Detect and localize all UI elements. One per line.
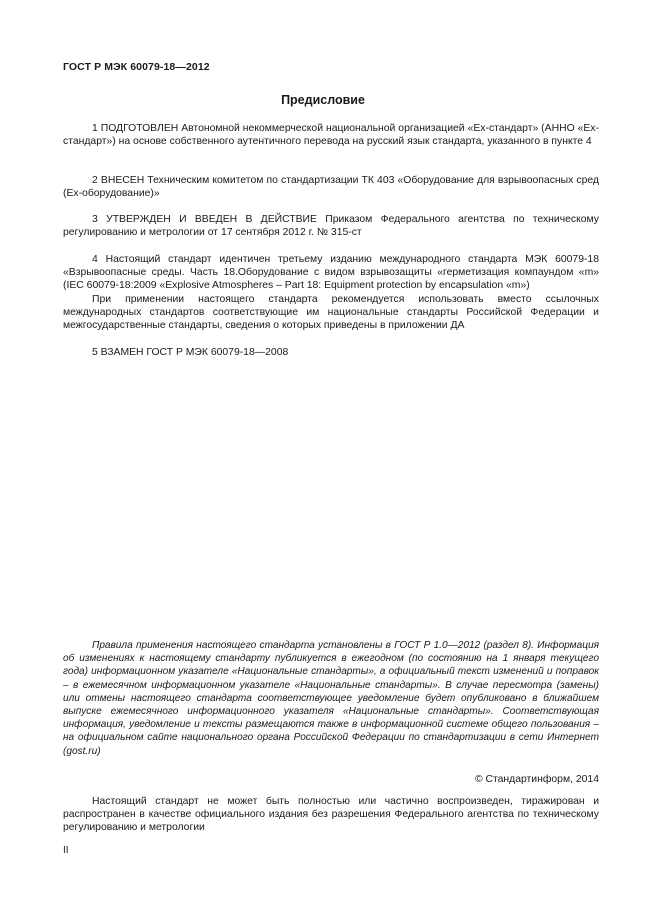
paragraph-text: 1 ПОДГОТОВЛЕН Автономной некоммерческой национальной организацией «Ех-стандарт» (АННО «Ех-стандарт») на основе собственного аутентичного перевода на русский язык стандарта, указанного в пункте 4 (63, 123, 599, 147)
paragraph-text: 4 Настоящий стандарт идентичен третьему изданию международного стандарта МЭК 60079-18 «Взрывоопасные среды. Часть 18.Оборудование с видом взрывозащиты «герметизация компаундом «m» (IEC 60079-18:2009 «Explosive Atmospheres – Part 18: Equipment protection by encapsulation «m») (63, 254, 599, 291)
document-code-header: ГОСТ Р МЭК 60079-18—2012 (63, 61, 210, 73)
paragraph-4 (63, 253, 599, 292)
page-number: II (63, 845, 69, 856)
paragraph-4-note (63, 293, 599, 332)
paragraph-text: 3 УТВЕРЖДЕН И ВВЕДЕН В ДЕЙСТВИЕ Приказом Федерального агентства по техническому регулированию и метрологии от 17 сентября 2012 г. № 315-ст (63, 214, 599, 238)
page-title: Предисловие (281, 93, 365, 107)
paragraph-1 (63, 122, 599, 148)
paragraph-2 (63, 174, 599, 200)
paragraph-text: При применении настоящего стандарта рекомендуется использовать вместо ссылочных международных стандартов соответствующие им национальные стандарты Российской Федерации и межгосударственные стандарты, сведения о которых приведены в приложении ДА (63, 294, 599, 331)
paragraph-3 (63, 213, 599, 239)
paragraph-text: 2 ВНЕСЕН Техническим комитетом по стандартизации ТК 403 «Оборудование для взрывоопасных сред (Ех-оборудование)» (63, 175, 599, 199)
copyright-line: © Стандартинформ, 2014 (474, 774, 599, 785)
paragraph-text: 5 ВЗАМЕН ГОСТ Р МЭК 60079-18—2008 (92, 347, 289, 358)
paragraph-5 (63, 346, 599, 359)
application-rules-notice: Правила применения настоящего стандарта установлены в ГОСТ Р 1.0—2012 (раздел 8). Информация об изменениях к настоящему стандарту публикуется в ежегодном (по состоянию на 1 января текущего года) информационном указателе «Национальные стандарты», а официальный текст изменений и поправок – в ежемесячном информационном указателе «Национальные стандарты». В случае пересмотра (замены) или отмены настоящего стандарта соответствующее уведомление будет опубликовано в ближайшем выпуске ежемесячного информационного указателя «Национальные стандарты». Соответствующая информация, уведомление и тексты размещаются также в информационной системе общего пользования – на официальном сайте национального органа Российской Федерации по стандартизации в сети Интернет (gost.ru) (63, 640, 599, 757)
reproduction-rights-text: Настоящий стандарт не может быть полностью или частично воспроизведен, тиражирован и распространен в качестве официального издания без разрешения Федерального агентства по техническому регулированию и метрологии (63, 796, 599, 833)
